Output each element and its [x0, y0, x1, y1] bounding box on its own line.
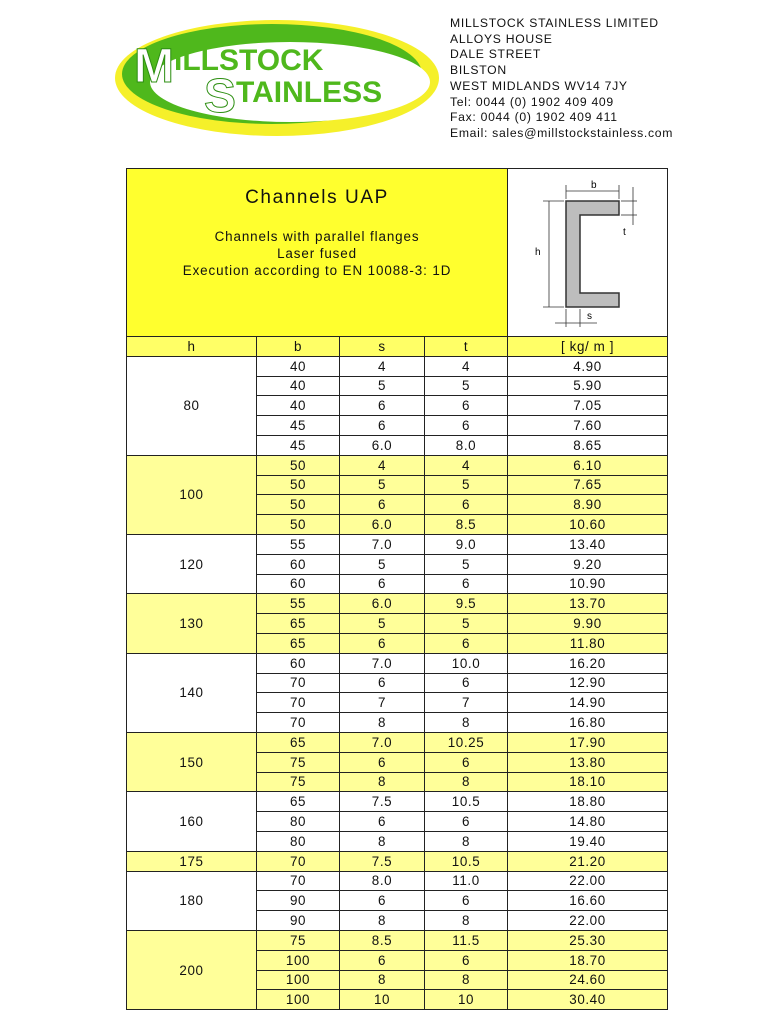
weight-cell: 30.40 — [508, 990, 668, 1010]
width-cell: 50 — [257, 475, 340, 495]
width-cell: 65 — [257, 633, 340, 653]
weight-cell: 6.10 — [508, 455, 668, 475]
width-cell: 65 — [257, 792, 340, 812]
weight-cell: 13.40 — [508, 534, 668, 554]
table-header-block — [127, 169, 508, 337]
weight-cell: 22.00 — [508, 871, 668, 891]
web-thickness-cell: 7.5 — [340, 792, 425, 812]
company-logo — [112, 18, 442, 140]
flange-thickness-cell: 11.5 — [425, 930, 508, 950]
flange-thickness-cell: 4 — [425, 356, 508, 376]
weight-cell: 16.60 — [508, 891, 668, 911]
width-cell: 100 — [257, 950, 340, 970]
table-row — [127, 455, 668, 475]
width-cell: 60 — [257, 653, 340, 673]
web-thickness-cell: 7 — [340, 693, 425, 713]
web-thickness-cell: 7.5 — [340, 851, 425, 871]
flange-thickness-cell: 6 — [425, 633, 508, 653]
width-cell: 70 — [257, 713, 340, 733]
channel-spec-table — [126, 168, 668, 1010]
width-cell: 40 — [257, 356, 340, 376]
height-cell: 200 — [127, 930, 257, 1009]
web-thickness-cell: 6.0 — [340, 515, 425, 535]
weight-cell: 7.65 — [508, 475, 668, 495]
web-thickness-cell: 7.0 — [340, 534, 425, 554]
height-cell: 80 — [127, 356, 257, 455]
flange-thickness-cell: 11.0 — [425, 871, 508, 891]
address-line: DALE STREET — [450, 47, 542, 62]
web-thickness-cell: 4 — [340, 455, 425, 475]
web-thickness-cell: 6.0 — [340, 594, 425, 614]
height-cell: 175 — [127, 851, 257, 871]
flange-thickness-cell: 7 — [425, 693, 508, 713]
width-cell: 40 — [257, 376, 340, 396]
web-thickness-cell: 6 — [340, 950, 425, 970]
height-cell: 180 — [127, 871, 257, 930]
table-row — [127, 851, 668, 871]
web-thickness-cell: 6 — [340, 574, 425, 594]
width-cell: 40 — [257, 396, 340, 416]
width-cell: 50 — [257, 495, 340, 515]
web-thickness-cell: 6 — [340, 495, 425, 515]
web-thickness-cell: 5 — [340, 475, 425, 495]
flange-thickness-cell: 8 — [425, 911, 508, 931]
weight-cell: 14.90 — [508, 693, 668, 713]
web-thickness-cell: 8 — [340, 772, 425, 792]
web-thickness-cell: 6 — [340, 633, 425, 653]
label-t: t — [622, 227, 626, 238]
weight-cell: 7.05 — [508, 396, 668, 416]
web-thickness-cell: 6 — [340, 812, 425, 832]
table-row — [127, 534, 668, 554]
weight-cell: 13.80 — [508, 752, 668, 772]
flange-thickness-cell: 8 — [425, 772, 508, 792]
flange-thickness-cell: 8.0 — [425, 435, 508, 455]
flange-thickness-cell: 6 — [425, 812, 508, 832]
flange-thickness-cell: 8 — [425, 970, 508, 990]
flange-thickness-cell: 5 — [425, 614, 508, 634]
weight-cell: 14.80 — [508, 812, 668, 832]
width-cell: 60 — [257, 554, 340, 574]
svg-text:S: S — [204, 70, 237, 123]
flange-thickness-cell: 10.5 — [425, 851, 508, 871]
flange-thickness-cell: 9.0 — [425, 534, 508, 554]
web-thickness-cell: 7.0 — [340, 653, 425, 673]
weight-cell: 5.90 — [508, 376, 668, 396]
flange-thickness-cell: 8 — [425, 713, 508, 733]
width-cell: 90 — [257, 891, 340, 911]
column-header: s — [340, 337, 425, 357]
width-cell: 70 — [257, 693, 340, 713]
weight-cell: 9.90 — [508, 614, 668, 634]
weight-cell: 16.20 — [508, 653, 668, 673]
company-name: MILLSTOCK STAINLESS LIMITED — [450, 16, 659, 30]
fax: Fax: 0044 (0) 1902 409 411 — [450, 110, 618, 125]
flange-thickness-cell: 6 — [425, 495, 508, 515]
flange-thickness-cell: 8 — [425, 831, 508, 851]
web-thickness-cell: 8 — [340, 831, 425, 851]
width-cell: 70 — [257, 673, 340, 693]
web-thickness-cell: 4 — [340, 356, 425, 376]
channel-diagram-cell — [508, 169, 668, 337]
weight-cell: 19.40 — [508, 831, 668, 851]
web-thickness-cell: 8.5 — [340, 930, 425, 950]
width-cell: 60 — [257, 574, 340, 594]
table-row — [127, 732, 668, 752]
label-h: h — [534, 247, 541, 258]
weight-cell: 4.90 — [508, 356, 668, 376]
web-thickness-cell: 6 — [340, 416, 425, 436]
logo-line1: ILLSTOCK — [174, 44, 324, 77]
height-cell: 150 — [127, 732, 257, 791]
web-thickness-cell: 8 — [340, 970, 425, 990]
width-cell: 55 — [257, 594, 340, 614]
weight-cell: 24.60 — [508, 970, 668, 990]
telephone: Tel: 0044 (0) 1902 409 409 — [450, 94, 614, 109]
flange-thickness-cell: 6 — [425, 416, 508, 436]
width-cell: 75 — [257, 930, 340, 950]
web-thickness-cell: 6 — [340, 673, 425, 693]
description-line: Channels with parallel flanges — [214, 229, 420, 244]
width-cell: 45 — [257, 416, 340, 436]
weight-cell: 7.60 — [508, 416, 668, 436]
flange-thickness-cell: 6 — [425, 950, 508, 970]
width-cell: 90 — [257, 911, 340, 931]
flange-thickness-cell: 10.0 — [425, 653, 508, 673]
height-cell: 100 — [127, 455, 257, 534]
web-thickness-cell: 8 — [340, 911, 425, 931]
address-line: ALLOYS HOUSE — [450, 31, 553, 46]
web-thickness-cell: 5 — [340, 614, 425, 634]
weight-cell: 18.70 — [508, 950, 668, 970]
width-cell: 75 — [257, 772, 340, 792]
width-cell: 65 — [257, 732, 340, 752]
label-s: s — [586, 311, 593, 322]
table-row — [127, 356, 668, 376]
label-b: b — [590, 180, 597, 191]
web-thickness-cell: 6 — [340, 752, 425, 772]
width-cell: 45 — [257, 435, 340, 455]
table-row — [127, 792, 668, 812]
weight-cell: 9.20 — [508, 554, 668, 574]
email-link[interactable]: Email: sales@millstockstainless.com — [450, 125, 674, 140]
flange-thickness-cell: 6 — [425, 396, 508, 416]
svg-text:M: M — [134, 40, 174, 93]
flange-thickness-cell: 6 — [425, 673, 508, 693]
company-address — [450, 16, 673, 142]
flange-thickness-cell: 10 — [425, 990, 508, 1010]
logo-line2: TAINLESS — [236, 76, 383, 109]
width-cell: 75 — [257, 752, 340, 772]
column-header: [ kg/ m ] — [508, 337, 668, 357]
width-cell: 80 — [257, 812, 340, 832]
width-cell: 70 — [257, 871, 340, 891]
weight-cell: 17.90 — [508, 732, 668, 752]
weight-cell: 25.30 — [508, 930, 668, 950]
weight-cell: 16.80 — [508, 713, 668, 733]
flange-thickness-cell: 9.5 — [425, 594, 508, 614]
flange-thickness-cell: 5 — [425, 554, 508, 574]
flange-thickness-cell: 6 — [425, 574, 508, 594]
weight-cell: 10.90 — [508, 574, 668, 594]
web-thickness-cell: 7.0 — [340, 732, 425, 752]
width-cell: 50 — [257, 455, 340, 475]
description-line: Laser fused — [277, 246, 357, 261]
web-thickness-cell: 6.0 — [340, 435, 425, 455]
weight-cell: 11.80 — [508, 633, 668, 653]
weight-cell: 21.20 — [508, 851, 668, 871]
width-cell: 55 — [257, 534, 340, 554]
web-thickness-cell: 5 — [340, 376, 425, 396]
flange-thickness-cell: 8.5 — [425, 515, 508, 535]
height-cell: 120 — [127, 534, 257, 593]
height-cell: 160 — [127, 792, 257, 851]
column-header: t — [425, 337, 508, 357]
width-cell: 50 — [257, 515, 340, 535]
flange-thickness-cell: 4 — [425, 455, 508, 475]
weight-cell: 8.65 — [508, 435, 668, 455]
flange-thickness-cell: 5 — [425, 376, 508, 396]
address-line: WEST MIDLANDS WV14 7JY — [450, 78, 628, 93]
address-line: BILSTON — [450, 63, 507, 78]
table-row — [127, 653, 668, 673]
width-cell: 65 — [257, 614, 340, 634]
column-header: b — [257, 337, 340, 357]
column-header: h — [127, 337, 257, 357]
page-title: Channels UAP — [245, 187, 389, 208]
weight-cell: 18.80 — [508, 792, 668, 812]
width-cell: 100 — [257, 970, 340, 990]
table-row — [127, 594, 668, 614]
height-cell: 130 — [127, 594, 257, 653]
web-thickness-cell: 5 — [340, 554, 425, 574]
weight-cell: 22.00 — [508, 911, 668, 931]
width-cell: 100 — [257, 990, 340, 1010]
web-thickness-cell: 6 — [340, 891, 425, 911]
height-cell: 140 — [127, 653, 257, 732]
web-thickness-cell: 6 — [340, 396, 425, 416]
web-thickness-cell: 10 — [340, 990, 425, 1010]
flange-thickness-cell: 10.5 — [425, 792, 508, 812]
table-row — [127, 871, 668, 891]
weight-cell: 12.90 — [508, 673, 668, 693]
web-thickness-cell: 8.0 — [340, 871, 425, 891]
weight-cell: 10.60 — [508, 515, 668, 535]
weight-cell: 13.70 — [508, 594, 668, 614]
flange-thickness-cell: 5 — [425, 475, 508, 495]
flange-thickness-cell: 6 — [425, 891, 508, 911]
table-row — [127, 930, 668, 950]
column-header-row — [127, 337, 668, 357]
weight-cell: 8.90 — [508, 495, 668, 515]
flange-thickness-cell: 6 — [425, 752, 508, 772]
description-line: Execution according to EN 10088-3: 1D — [182, 263, 452, 278]
web-thickness-cell: 8 — [340, 713, 425, 733]
weight-cell: 18.10 — [508, 772, 668, 792]
channel-profile-diagram — [509, 169, 667, 332]
flange-thickness-cell: 10.25 — [425, 732, 508, 752]
width-cell: 70 — [257, 851, 340, 871]
width-cell: 80 — [257, 831, 340, 851]
